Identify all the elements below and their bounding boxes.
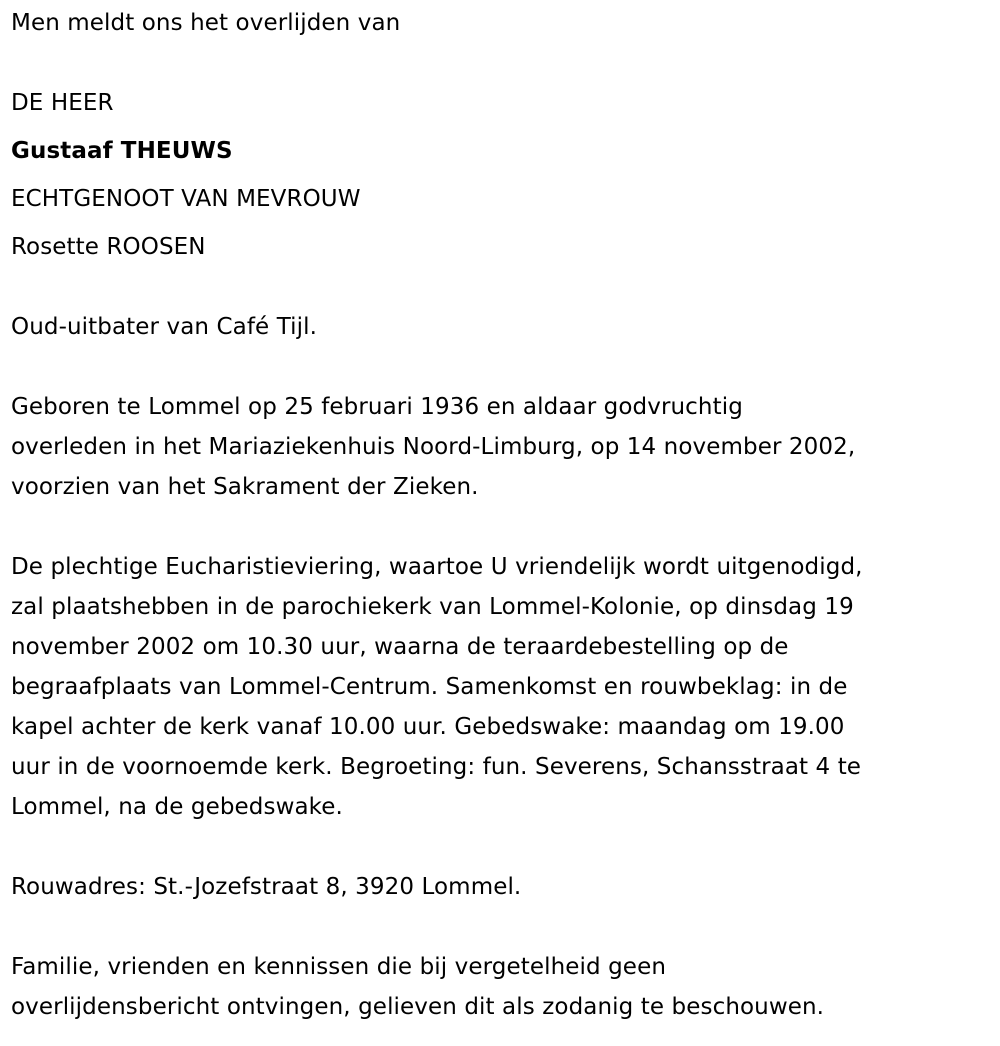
closing-line: Familie, vrienden en kennissen die bij vergetelheid geen [11,954,666,980]
birth-death-line: overleden in het Mariaziekenhuis Noord-Limburg, op 14 november 2002, [11,434,856,460]
ceremony-line: begraafplaats van Lommel-Centrum. Samenkomst en rouwbeklag: in de [11,674,848,700]
spacer [11,827,1000,867]
occupation-text: Oud-uitbater van Café Tijl. [11,314,318,340]
ceremony-line: kapel achter de kerk vanaf 10.00 uur. Gebedswake: maandag om 19.00 [11,714,845,740]
address-text: Rouwadres: St.-Jozefstraat 8, 3920 Lommel. [11,874,522,900]
spacer [11,507,1000,547]
ceremony-line: De plechtige Eucharistieviering, waartoe U vriendelijk wordt uitgenodigd, [11,554,863,580]
birth-death-line: Geboren te Lommel op 25 februari 1936 en aldaar godvruchtig [11,394,743,420]
ceremony-line: uur in de voornoemde kerk. Begroeting: fun. Severens, Schansstraat 4 te [11,754,862,780]
deceased-name: Gustaaf THEUWS [11,138,233,164]
intro-text: Men meldt ons het overlijden van [11,10,401,36]
title-prefix: DE HEER [11,90,114,116]
spacer [11,43,1000,83]
ceremony-line: november 2002 om 10.30 uur, waarna de teraardebestelling op de [11,634,789,660]
ceremony-line: zal plaatshebben in de parochiekerk van Lommel-Kolonie, op dinsdag 19 [11,594,854,620]
birth-death-line: voorzien van het Sakrament der Zieken. [11,474,479,500]
closing-line: overlijdensbericht ontvingen, gelieven dit als zodanig te beschouwen. [11,994,825,1020]
ceremony-line: Lommel, na de gebedswake. [11,794,343,820]
spacer [11,907,1000,947]
spacer [11,347,1000,387]
spouse-name: Rosette ROOSEN [11,234,206,260]
spacer [11,267,1000,307]
spouse-prefix: ECHTGENOOT VAN MEVROUW [11,186,361,212]
